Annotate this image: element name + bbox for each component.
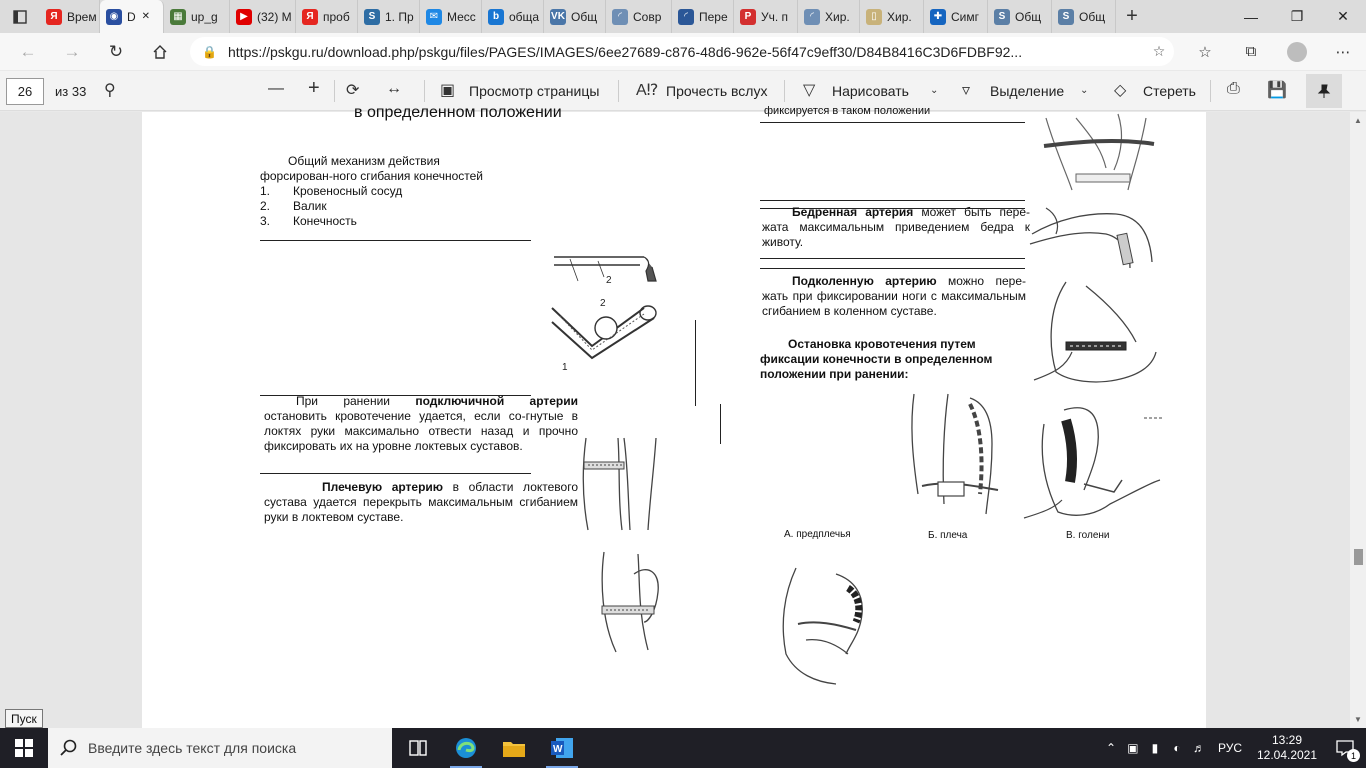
close-window-button[interactable]: ✕: [1337, 8, 1349, 24]
tab-favicon-icon: Я: [46, 9, 62, 25]
clock-date: 12.04.2021: [1256, 748, 1318, 762]
tab-favicon-icon: ▶: [236, 9, 252, 25]
tab-favicon-icon: ◜: [678, 9, 694, 25]
chevron-up-icon[interactable]: ⌃: [1105, 741, 1116, 755]
read-aloud-icon[interactable]: A⁉: [636, 82, 659, 99]
tab-title: D: [127, 9, 136, 24]
diagram-label-1: 1: [562, 362, 568, 373]
browser-tab[interactable]: [420, 0, 482, 33]
task-view-button[interactable]: [394, 728, 442, 768]
pdf-toolbar: [0, 71, 1366, 111]
femoral-text: Бедренная артерия может быть пере-жата максимальным приведением бедра к животу.: [762, 205, 1030, 249]
tab-favicon-icon: S: [994, 9, 1010, 25]
plus-icon: +: [1126, 5, 1138, 27]
tab-favicon-icon: ▯: [866, 9, 882, 25]
tab-title: обща: [509, 9, 540, 24]
right-top-fragment: фиксируется в таком положении: [764, 105, 931, 117]
column-divider: [720, 404, 721, 444]
tab-actions-button[interactable]: [0, 0, 40, 33]
brachial-bold: Плечевую артерию: [322, 480, 444, 494]
illustration-elbow-flexion: [598, 552, 664, 654]
word-icon: [550, 737, 574, 759]
arrow-left-icon: ←: [19, 41, 37, 61]
forward-button[interactable]: [52, 33, 92, 70]
mechanism-list: [260, 184, 520, 229]
browser-tab[interactable]: [164, 0, 230, 33]
notification-badge: 1: [1347, 749, 1360, 762]
browser-tab[interactable]: [672, 0, 734, 33]
page-count: из 33: [55, 84, 87, 99]
divider-line: [760, 122, 1025, 123]
tab-title: up_g: [191, 9, 218, 24]
subclavian-bold: подключичной артерии: [415, 394, 578, 408]
tab-title: (32) M: [257, 9, 292, 24]
folder-icon: [502, 738, 526, 758]
diagram-label-2: 2: [606, 275, 612, 286]
browser-tab[interactable]: [734, 0, 798, 33]
tab-title: Общ: [1015, 9, 1042, 24]
more-menu-icon[interactable]: ⋯: [1335, 43, 1351, 61]
page-number-input[interactable]: 26: [6, 78, 44, 105]
tab-favicon-icon: S: [364, 9, 380, 25]
list-item: [260, 199, 520, 214]
browser-tab[interactable]: [40, 0, 100, 33]
scroll-thumb[interactable]: [1354, 549, 1363, 565]
illustration-arm-subclavian: [578, 438, 660, 532]
toolbar-divider: [784, 80, 785, 102]
subclavian-text: При ранении подключичной артерии остановить кровотечение удается, если со-гнутые в локтях руки максимально отвести назад и прочно фиксировать их на уровне локтевых суставов.: [264, 394, 578, 453]
home-button[interactable]: [140, 33, 180, 70]
illustration-shoulder-fixation: [776, 564, 876, 686]
divider-line: [260, 473, 531, 474]
search-placeholder: Введите здесь текст для поиска: [88, 740, 297, 756]
taskbar-search[interactable]: [48, 728, 392, 768]
page-view-icon[interactable]: ▣: [440, 82, 456, 99]
browser-tab[interactable]: [358, 0, 420, 33]
pin-toolbar-button[interactable]: [1306, 74, 1342, 108]
tab-title: проб: [323, 9, 350, 24]
browser-tab[interactable]: [924, 0, 988, 33]
erase-button[interactable]: Стереть: [1143, 83, 1196, 99]
refresh-icon: ↻: [108, 41, 124, 61]
file-explorer-app[interactable]: [490, 728, 538, 768]
list-item-number: 1.: [260, 184, 271, 198]
scroll-up-icon[interactable]: ▲: [1354, 116, 1362, 125]
scroll-down-icon[interactable]: ▼: [1354, 715, 1362, 724]
tab-actions-icon: [12, 9, 28, 25]
tab-favicon-icon: ◜: [612, 9, 628, 25]
zoom-out-icon[interactable]: —: [268, 80, 284, 97]
list-item-text: Конечность: [293, 214, 357, 228]
tab-favicon-icon: P: [740, 9, 756, 25]
caption-forearm: А. предплечья: [784, 529, 851, 540]
tab-favicon-icon: ◉: [106, 9, 122, 25]
search-icon: [60, 739, 78, 757]
illustration-shin-fixation: [1014, 400, 1166, 526]
tab-title: Уч. п: [761, 9, 789, 24]
edge-app[interactable]: [442, 728, 490, 768]
url-text: https://pskgu.ru/download.php/pskgu/files/PAGES/IMAGES/6ee27689-c876-48d6-962e-56f47c9eff30/D84B8416C3D6FDBF92...: [228, 43, 1023, 60]
pdf-page: [142, 104, 1206, 728]
divider-line: [760, 258, 1025, 259]
fit-width-icon[interactable]: ↔: [386, 80, 402, 97]
address-bar: [0, 33, 1366, 70]
highlight-icon[interactable]: ▿: [962, 82, 971, 99]
toolbar-divider: [334, 80, 335, 102]
browser-tab[interactable]: [1052, 0, 1116, 33]
caption-shin: В. голени: [1066, 530, 1110, 541]
draw-button[interactable]: Нарисовать: [832, 83, 909, 99]
browser-tab[interactable]: [296, 0, 358, 33]
notifications-button[interactable]: [1324, 728, 1366, 768]
zoom-in-icon[interactable]: +: [308, 77, 320, 99]
diagram-vessel-top: [548, 247, 660, 287]
illustration-chest-arms: [1036, 112, 1160, 192]
tab-favicon-icon: ✉: [426, 9, 442, 25]
restore-button[interactable]: ❐: [1290, 8, 1304, 24]
fixation-heading: Остановка кровотечения путем фиксации конечности в определенном положении при ранении:: [760, 337, 993, 381]
illustration-hip-flexion: [1026, 204, 1160, 274]
list-item: [260, 184, 520, 199]
tab-favicon-icon: VK: [550, 9, 566, 25]
section-heading-fragment: в определенном положении: [354, 104, 562, 121]
highlight-button[interactable]: Выделение: [990, 83, 1065, 99]
popliteal-text: Подколенную артерию можно пере-жать при фиксировании ноги с максимальным сгибанием в коленном суставе.: [762, 274, 1026, 318]
battery-icon[interactable]: ▮: [1151, 741, 1159, 755]
divider-line: [260, 240, 531, 241]
mechanism-intro: Общий механизм действия форсирован-ного сгибания конечностей: [260, 154, 483, 183]
search-icon[interactable]: ⚲: [104, 82, 116, 99]
brachial-text: Плечевую артерию в области локтевого сустава удается перекрыть максимальным сгибанием руки в локтевом суставе.: [264, 480, 578, 524]
tab-title: Совр: [633, 9, 662, 24]
taskbar: [0, 728, 1366, 768]
tab-title: 1. Пр: [385, 9, 414, 24]
start-tooltip: Пуск: [5, 709, 43, 728]
tab-strip: [0, 0, 1366, 33]
page-view-button[interactable]: Просмотр страницы: [469, 83, 600, 99]
illustration-knee-flexion: [1026, 272, 1160, 386]
network-icon[interactable]: ◐: [1173, 741, 1181, 755]
popliteal-bold: Подколенную артерию: [792, 274, 937, 288]
vertical-scrollbar[interactable]: [1350, 112, 1366, 728]
save-icon[interactable]: 💾: [1267, 82, 1287, 99]
tab-favicon-icon: ◜: [804, 9, 820, 25]
draw-icon[interactable]: ▽: [803, 82, 816, 99]
browser-actions: [1182, 33, 1366, 70]
list-item: [260, 214, 520, 229]
divider-line: [760, 268, 1025, 269]
windows-logo-icon: [15, 739, 33, 757]
tab-favicon-icon: S: [1058, 9, 1074, 25]
list-item-number: 3.: [260, 214, 271, 228]
pin-icon: [1316, 83, 1332, 99]
clock[interactable]: [1250, 733, 1324, 763]
pdf-viewer[interactable]: [0, 104, 1366, 728]
list-item-text: Валик: [293, 199, 327, 213]
list-item-text: Кровеносный сосуд: [293, 184, 403, 198]
new-tab-button[interactable]: [1116, 0, 1148, 33]
browser-tab[interactable]: [798, 0, 860, 33]
tabs-container: [40, 0, 1116, 33]
window-controls: [1228, 0, 1366, 33]
tab-title: Хир.: [825, 9, 850, 24]
lock-icon: 🔒: [202, 44, 217, 59]
draw-dropdown-icon[interactable]: ⌄: [930, 85, 939, 96]
tab-title: Общ: [1079, 9, 1106, 24]
add-favorite-icon[interactable]: ☆: [1152, 43, 1166, 59]
arrow-right-icon: →: [63, 41, 81, 61]
diagram-label-2b: 2: [600, 298, 606, 309]
tab-title: Пере: [699, 9, 728, 24]
toolbar-divider: [1210, 80, 1211, 102]
browser-tab[interactable]: [606, 0, 672, 33]
tab-favicon-icon: ▦: [170, 9, 186, 25]
browser-tab[interactable]: [544, 0, 606, 33]
favorites-icon[interactable]: ☆: [1198, 43, 1212, 61]
url-field[interactable]: [190, 37, 1174, 66]
system-tray: [1100, 728, 1366, 768]
camera-icon[interactable]: ▣: [1127, 741, 1139, 755]
tab-title: Хир.: [887, 9, 912, 24]
toolbar-divider: [618, 80, 619, 102]
read-aloud-button[interactable]: Прочесть вслух: [666, 83, 768, 99]
print-icon[interactable]: ⎙: [1227, 80, 1240, 97]
minimize-button[interactable]: —: [1244, 8, 1258, 25]
browser-tab[interactable]: [988, 0, 1052, 33]
divider-line: [760, 200, 1025, 201]
tab-title: Месс: [447, 9, 476, 24]
word-app[interactable]: [538, 728, 586, 768]
start-button[interactable]: [0, 728, 48, 768]
language-indicator[interactable]: РУС: [1217, 741, 1242, 755]
highlight-dropdown-icon[interactable]: ⌄: [1080, 85, 1089, 96]
browser-tab[interactable]: [482, 0, 544, 33]
refresh-button[interactable]: [96, 33, 136, 70]
tab-title: Симг: [951, 9, 979, 24]
tab-favicon-icon: ✚: [930, 9, 946, 25]
tab-title: Врем: [67, 9, 97, 24]
svg-text:W: W: [553, 744, 563, 755]
clock-time: 13:29: [1271, 733, 1303, 747]
toolbar-divider: [424, 80, 425, 102]
tab-favicon-icon: Я: [302, 9, 318, 25]
home-icon: [152, 44, 168, 60]
task-view-icon: [408, 739, 428, 757]
volume-icon[interactable]: ♬: [1192, 741, 1205, 755]
collections-icon[interactable]: ⧉: [1245, 43, 1257, 60]
tab-favicon-icon: b: [488, 9, 504, 25]
profile-avatar[interactable]: [1287, 42, 1307, 62]
list-item-number: 2.: [260, 199, 271, 213]
browser-tab[interactable]: [860, 0, 924, 33]
edge-icon: [454, 736, 478, 760]
tab-title: Общ: [571, 9, 598, 24]
caption-shoulder: Б. плеча: [928, 530, 968, 541]
rotate-icon[interactable]: ⟳: [346, 82, 360, 99]
close-tab-icon[interactable]: ✕: [141, 11, 151, 22]
column-divider: [695, 320, 696, 406]
browser-tab[interactable]: [230, 0, 296, 33]
diagram-bent-limb: [548, 288, 660, 372]
femoral-bold: Бедренная артерия: [792, 205, 914, 219]
back-button[interactable]: [8, 33, 48, 70]
browser-tab[interactable]: [100, 0, 164, 33]
eraser-icon[interactable]: ◇: [1114, 82, 1127, 99]
illustration-forearm-fixation: [908, 394, 1018, 524]
